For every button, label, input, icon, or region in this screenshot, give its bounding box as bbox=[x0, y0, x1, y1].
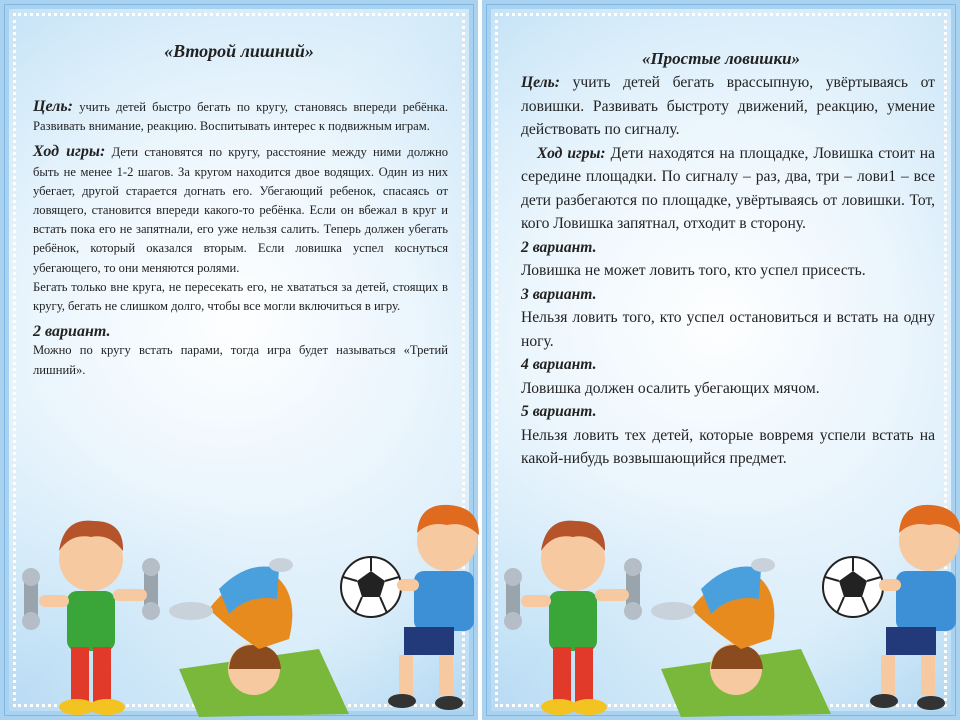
card-title: «Второй лишний» bbox=[164, 41, 314, 61]
variant-5-text: Нельзя ловить тех детей, которые вовремя успели встать на какой-нибудь возвышающийся предмет. bbox=[521, 426, 935, 467]
boy-with-ball-figure bbox=[870, 505, 960, 710]
boy-with-dumbbells-figure bbox=[22, 521, 160, 715]
mat-boy-bridge-figure bbox=[651, 558, 831, 717]
boy-with-ball-figure bbox=[388, 505, 479, 710]
course-text: Дети находятся на площадке, Ловишка стоит на середине площадки. По сигналу – раз, два, три – лови1 – все дети разбегаются по площадке, увёртываясь от ловишки. Тот, кого Ловишка запятнал, отходит в сторону. bbox=[521, 144, 935, 232]
rules-paragraph: Бегать только вне круга, не пересекать его, не хвататься за детей, стоящих в кругу, бегать не слишком долго, чтобы все могли включиться в игру. bbox=[33, 279, 448, 314]
variant-4-label: 4 вариант. bbox=[521, 356, 597, 373]
goal-paragraph bbox=[33, 97, 448, 136]
variant-5-label: 5 вариант. bbox=[521, 403, 597, 420]
goal-label: Цель: bbox=[33, 98, 73, 115]
game-card-second-extra bbox=[0, 0, 478, 720]
variant-2-text: Можно по кругу встать парами, тогда игра будет называться «Третий лишний». bbox=[33, 343, 448, 377]
mat-boy-bridge-figure bbox=[169, 558, 349, 717]
soccer-ball-figure bbox=[823, 557, 883, 617]
variant-3-label: 3 вариант. bbox=[521, 285, 597, 303]
game-card-simple-catchers bbox=[482, 0, 960, 720]
goal-paragraph bbox=[521, 71, 935, 142]
card-body bbox=[33, 97, 448, 380]
variant-2-label: 2 вариант. bbox=[33, 323, 111, 341]
kids-sports-illustration bbox=[19, 499, 479, 719]
variant-2-label: 2 вариант. bbox=[521, 238, 597, 256]
variant-3-text: Нельзя ловить того, кто успел остановиться и встать на одну ногу. bbox=[521, 309, 935, 350]
soccer-ball-figure bbox=[341, 557, 401, 617]
card-body bbox=[521, 71, 935, 471]
goal-label: Цель: bbox=[521, 74, 560, 91]
variant-2-text: Ловишка не может ловить того, кто успел присесть. bbox=[521, 262, 866, 279]
goal-text: учить детей быстро бегать по кругу, становясь впереди ребёнка. Развивать внимание, реакцию. Воспитывать интерес к подвижным играм. bbox=[33, 100, 448, 134]
kids-sports-illustration bbox=[501, 499, 960, 719]
card-title: «Простые ловишки» bbox=[641, 49, 801, 68]
course-label: Ход игры: bbox=[33, 143, 106, 161]
course-label: Ход игры: bbox=[537, 144, 606, 162]
course-paragraph bbox=[33, 142, 448, 277]
boy-with-dumbbells-figure bbox=[504, 521, 642, 715]
course-paragraph bbox=[521, 142, 935, 236]
course-text: Дети становятся по кругу, расстояние между ними должно быть не менее 1-2 шагов. За кругом находится двое водящих. Один из них убегает, другой старается догнать его. Убегающий ребенок, спасаясь от ловящего, становится впереди какого-то ребёнка. Если он вбежал в круг и встать пока его не запятнали, его уже нельзя салить. Теперь должен убегать ребёнок, который оказался вторым. Если ловишка успел коснуться убегающего, то они меняются ролями. bbox=[33, 145, 448, 275]
goal-text: учить детей бегать врассыпную, увёртываясь от ловишки. Развивать быстроту движений, реакцию, умение действовать по сигналу. bbox=[521, 74, 935, 138]
variant-4-text: Ловишка должен осалить убегающих мячом. bbox=[521, 379, 820, 397]
